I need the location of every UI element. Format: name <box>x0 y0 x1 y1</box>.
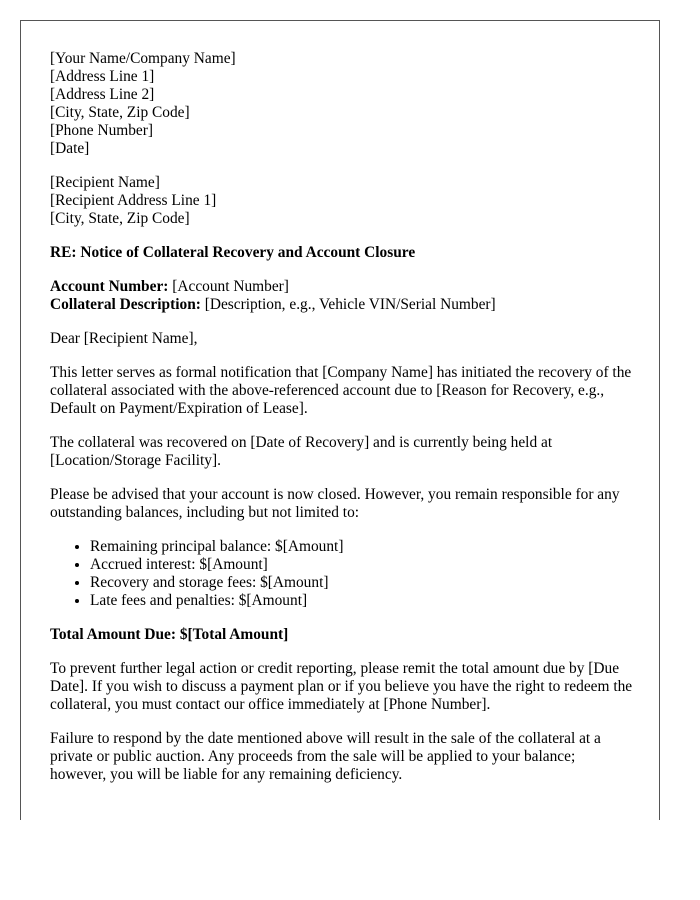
sender-city-state-zip: [City, State, Zip Code] <box>50 104 190 121</box>
recipient-name: [Recipient Name] <box>50 174 160 191</box>
paragraph-remit-instructions: To prevent further legal action or credit reporting, please remit the total amount due by [Due Date]. If you wish to discuss a payment plan or if you believe you have the right to redeem the collateral, you must contact our office immediately at [Phone Number]. <box>50 660 633 713</box>
paragraph-notification: This letter serves as formal notification that [Company Name] has initiated the recovery of the collateral associated with the above-referenced account due to [Reason for Recovery, e.g., Default on Payment/Expiration of Lease]. <box>50 364 632 417</box>
sender-address-line-2: [Address Line 2] <box>50 86 155 103</box>
paragraph-failure-to-respond: Failure to respond by the date mentioned above will result in the sale of the collateral at a private or public auction. Any proceeds from the sale will be applied to your balance; however, you will be liable for any remaining deficiency. <box>50 730 601 783</box>
sender-block <box>50 50 634 158</box>
sender-phone: [Phone Number] <box>50 122 154 139</box>
account-number-value: [Account Number] <box>168 278 289 295</box>
paragraph-recovery-location: The collateral was recovered on [Date of Recovery] and is currently being held at [Location/Storage Facility]. <box>50 434 553 469</box>
recipient-block <box>50 174 634 228</box>
list-item: • Accrued interest: $[Amount] <box>90 556 634 574</box>
account-number-row <box>50 278 634 296</box>
recipient-city-state-zip: [City, State, Zip Code] <box>50 210 190 227</box>
sender-name: [Your Name/Company Name] <box>50 50 236 67</box>
total-amount-due: Total Amount Due: $[Total Amount] <box>50 626 289 643</box>
subject-line: RE: Notice of Collateral Recovery and Account Closure <box>50 244 416 261</box>
collateral-description-row <box>50 296 634 314</box>
letter-page <box>20 20 660 820</box>
list-item: • Remaining principal balance: $[Amount] <box>90 538 634 556</box>
paragraph-account-closed: Please be advised that your account is now closed. However, you remain responsible for any outstanding balances, including but not limited to: <box>50 486 620 521</box>
balances-list <box>50 538 634 610</box>
letter-content <box>50 50 634 800</box>
salutation: Dear [Recipient Name], <box>50 330 198 347</box>
recipient-address-line-1: [Recipient Address Line 1] <box>50 192 217 209</box>
list-item: • Late fees and penalties: $[Amount] <box>90 592 634 610</box>
letter-date: [Date] <box>50 140 90 157</box>
collateral-description-label: Collateral Description: <box>50 296 201 313</box>
sender-address-line-1: [Address Line 1] <box>50 68 155 85</box>
list-item: • Recovery and storage fees: $[Amount] <box>90 574 634 592</box>
account-number-label: Account Number: <box>50 278 169 295</box>
account-details <box>50 278 634 314</box>
collateral-description-value: [Description, e.g., Vehicle VIN/Serial Number] <box>200 296 496 313</box>
